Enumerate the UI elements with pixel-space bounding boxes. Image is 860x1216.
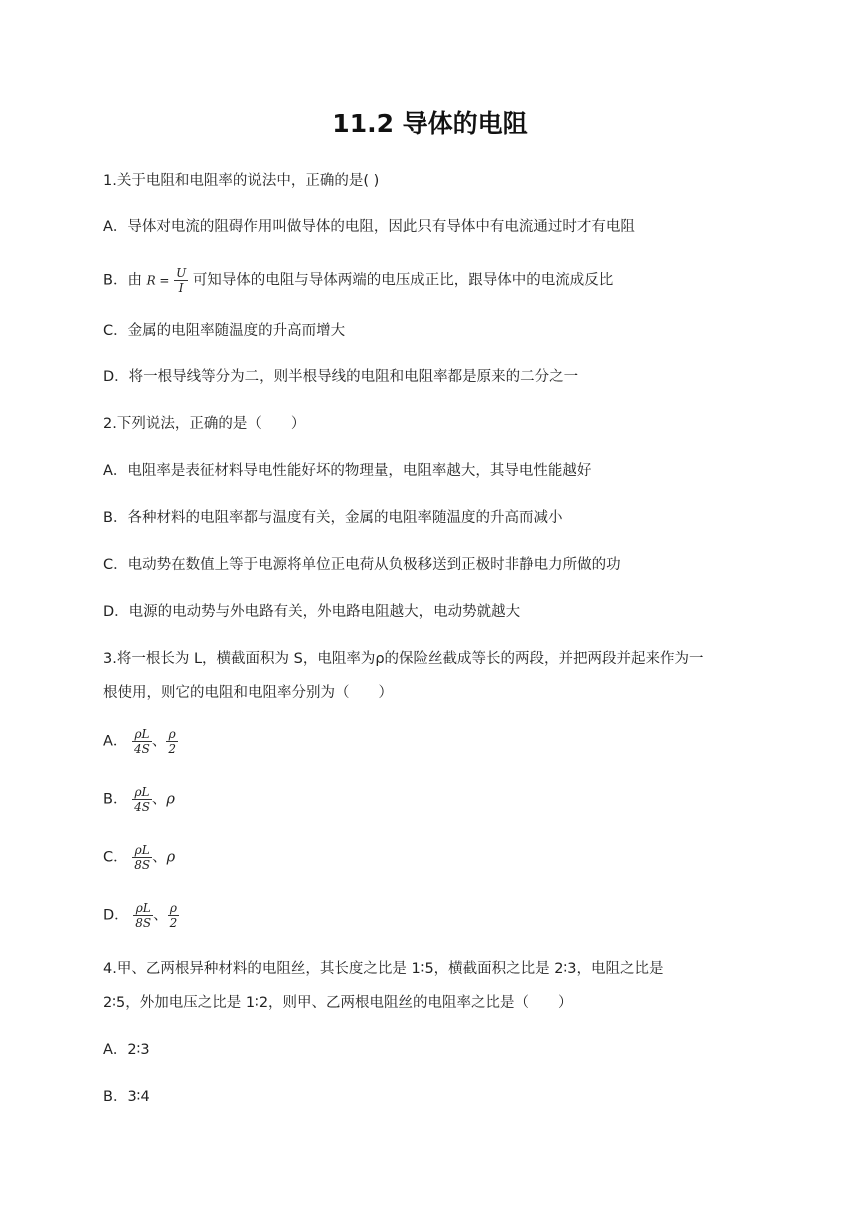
option-fraction — [132, 844, 152, 871]
question-1-option-d: D．将一根导线等分为二，则半根导线的电阻和电阻率都是原来的二分之一 — [103, 369, 579, 385]
question-2-option-a: A．电阻率是表征材料导电性能好坏的物理量，电阻率越大，其导电性能越好 — [103, 463, 592, 479]
option-fraction — [133, 902, 153, 929]
option-second-fraction — [166, 728, 178, 755]
option-label: D． — [103, 907, 129, 924]
formula-numerator: U — [176, 266, 187, 280]
question-1-option-c: C．金属的电阻率随温度的升高而增大 — [103, 323, 346, 339]
option-fraction — [132, 728, 152, 755]
question-2-option-d: D．电源的电动势与外电路有关，外电路电阻越大，电动势就越大 — [103, 604, 521, 620]
option-label: B． — [103, 791, 128, 808]
question-2-option-b: B．各种材料的电阻率都与温度有关，金属的电阻率随温度的升高而减小 — [103, 510, 563, 526]
page-title: 11.2 导体的电阻 — [332, 109, 528, 138]
option-label: A． — [103, 733, 128, 750]
fraction-numerator: ρL — [132, 728, 152, 742]
formula-denominator: I — [178, 281, 184, 295]
fraction-denominator: 8S — [135, 916, 152, 930]
option-second-fraction — [168, 902, 180, 929]
question-3-option-b — [103, 786, 175, 813]
option-separator: 、 — [151, 791, 167, 808]
fraction-denominator: 2 — [168, 742, 177, 756]
question-3-option-c — [103, 844, 175, 871]
fraction-numerator: ρL — [132, 786, 152, 800]
question-4-stem-line-2: 2∶5，外加电压之比是 1∶2，则甲、乙两根电阻丝的电阻率之比是（ ） — [103, 995, 573, 1011]
fraction-numerator: ρ — [166, 728, 178, 742]
option-b-prefix: B．由 — [103, 272, 142, 289]
fraction-numerator: ρL — [132, 844, 152, 858]
question-3-stem-line-1: 3.将一根长为 L，横截面积为 S，电阻率为ρ的保险丝截成等长的两段，并把两段并起来作为一 — [103, 651, 704, 667]
fraction-numerator: ρ — [168, 902, 180, 916]
question-3-option-a — [103, 728, 178, 755]
option-separator: 、 — [152, 849, 167, 866]
question-1-stem: 1.关于电阻和电阻率的说法中，正确的是( ) — [103, 173, 380, 189]
option-label: C． — [103, 849, 128, 866]
question-4-stem-line-1: 4.甲、乙两根异种材料的电阻丝，其长度之比是 1∶5，横截面积之比是 2∶3，电阻之比是 — [103, 961, 664, 977]
question-2-stem: 2.下列说法，正确的是（ ） — [103, 416, 306, 432]
question-1-option-a: A．导体对电流的阻碍作用叫做导体的电阻，因此只有导体中有电流通过时才有电阻 — [103, 219, 635, 235]
option-second-value: ρ — [166, 791, 175, 808]
question-4-option-b: B．3∶4 — [103, 1089, 150, 1105]
formula-fraction — [174, 267, 188, 294]
option-fraction — [132, 786, 152, 813]
fraction-denominator: 4S — [134, 742, 150, 756]
question-3-option-d — [103, 902, 179, 929]
question-1-option-b — [103, 267, 613, 294]
formula-lhs: R = — [146, 273, 170, 288]
fraction-denominator: 4S — [134, 800, 150, 814]
question-2-option-c: C．电动势在数值上等于电源将单位正电荷从负极移送到正极时非静电力所做的功 — [103, 557, 621, 573]
question-3-stem-line-2: 根使用，则它的电阻和电阻率分别为（ ） — [103, 685, 393, 701]
fraction-denominator: 2 — [169, 916, 178, 930]
fraction-denominator: 8S — [134, 858, 151, 872]
option-separator: 、 — [153, 907, 168, 924]
option-b-suffix: 可知导体的电阻与导体两端的电压成正比，跟导体中的电流成反比 — [192, 272, 614, 289]
option-second-value: ρ — [166, 849, 176, 866]
option-separator: 、 — [151, 733, 167, 750]
fraction-numerator: ρL — [133, 902, 153, 916]
question-4-option-a: A．2∶3 — [103, 1042, 150, 1058]
